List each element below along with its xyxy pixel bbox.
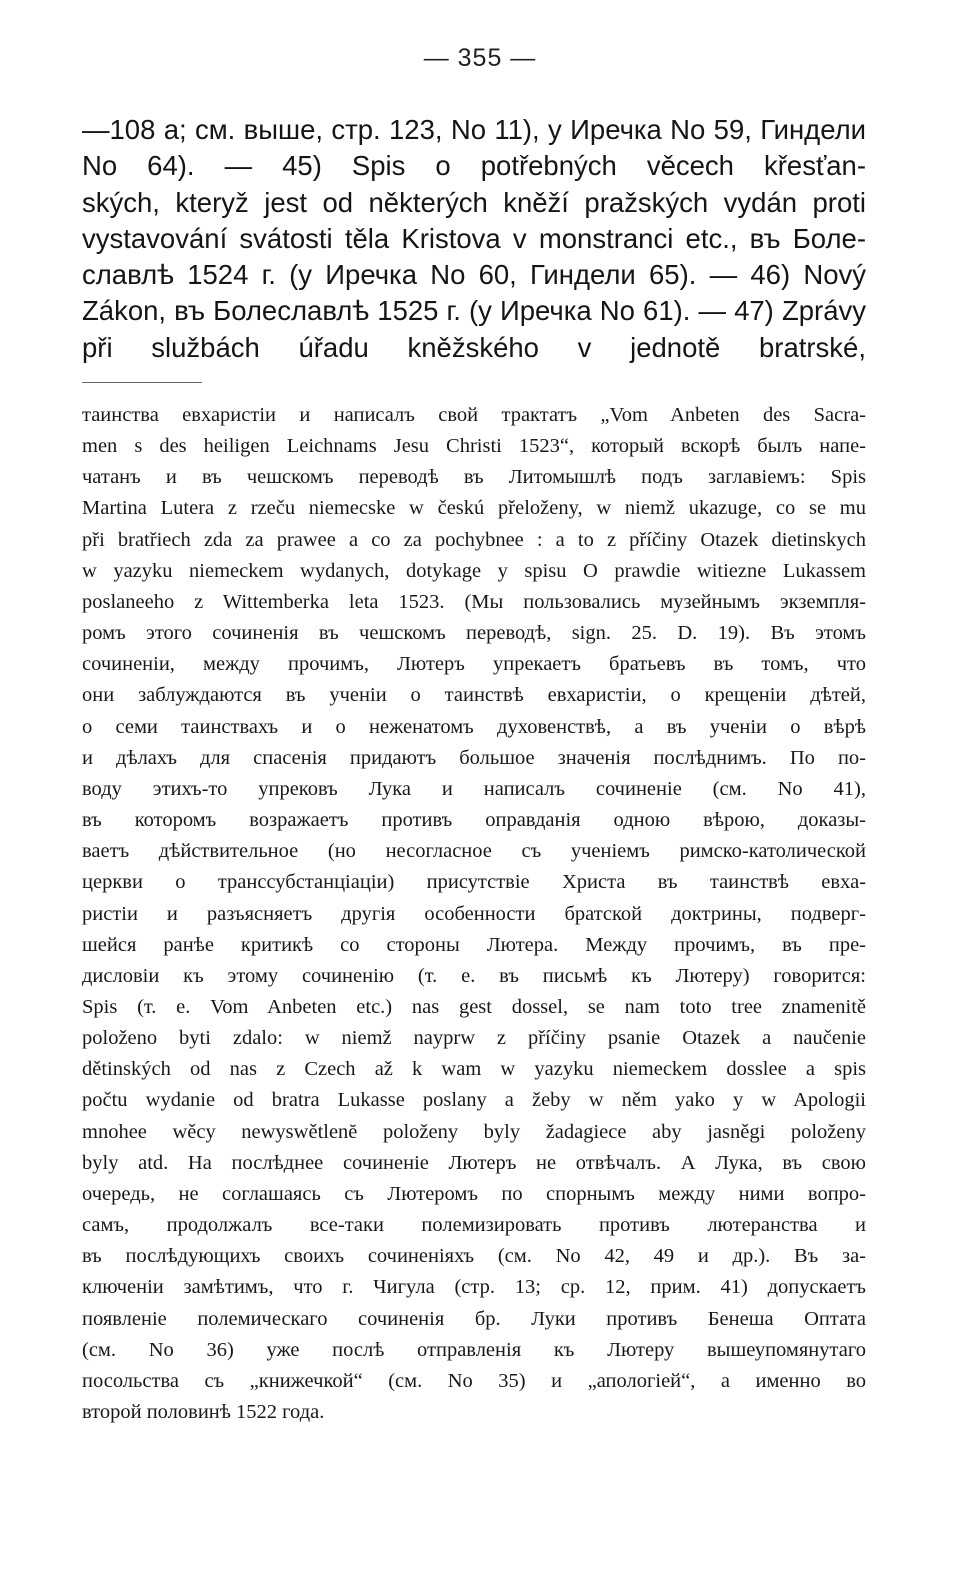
text-line: славлѣ 1524 г. (у Иречка No 60, Гиндели 65). — 46) Nový xyxy=(82,259,866,291)
footnote-line: дисловіи къ этому сочиненію (т. е. въ письмѣ къ Лютеру) говорится: xyxy=(82,964,866,987)
footnote-line: очередь, не соглашаясь съ Лютеромъ по спорнымъ между ними вопро- xyxy=(82,1182,866,1205)
footnote-line: самъ, продолжалъ все-таки полемизировать противъ лютеранства и xyxy=(82,1214,866,1237)
footnote-line: таинства евхаристіи и написалъ свой трактатъ „Vom Anbeten des Sacra- xyxy=(82,404,866,426)
footnote-line: они заблуждаются въ ученіи о таинствѣ евхаристіи, о крещеніи дѣтей, xyxy=(82,684,866,707)
footnote-line: Spis (т. е. Vom Anbeten etc.) nas gest dossel, se nam toto tree znamenitě xyxy=(82,995,866,1018)
footnote-line: появленіе полемическаго сочиненія бр. Луки противъ Бенеша Оптата xyxy=(82,1307,866,1330)
footnote-line: ромъ этого сочиненія въ чешскомъ переводѣ, sign. 25. D. 19). Въ этомъ xyxy=(82,622,866,645)
footnote-line: položeno byti zdalo: w niemž nayprw z příčiny psanie Otazek a naučenie xyxy=(82,1027,866,1050)
footnote-line: ваетъ дѣйствительное (но несогласное съ ученіемъ римско-католической xyxy=(82,840,866,863)
page-number: — 355 — xyxy=(423,44,537,72)
footnote-line: воду этихъ-то упрековъ Лука и написалъ сочиненіе (см. No 41), xyxy=(82,777,866,800)
footnote-line: dětinských od nas z Czech až k wam w yazyku niemeckem dosslee a spis xyxy=(82,1058,866,1081)
footnote-line: о семи таинствахъ и о неженатомъ духовенствѣ, а въ ученіи о вѣрѣ xyxy=(82,715,866,738)
footnote-block xyxy=(82,400,866,1428)
text-line: No 64). — 45) Spis o potřebných věcech křesťan- xyxy=(82,150,866,182)
footnote-line: въ которомъ возражаетъ противъ оправданія одною вѣрою, доказы- xyxy=(82,809,866,832)
footnote-line: byly atd. На послѣднее сочиненіе Лютеръ не отвѣчалъ. А Лука, въ свою xyxy=(82,1151,866,1174)
main-text-block xyxy=(82,112,866,366)
text-line: ských, kteryž jest od některých kněží pražských vydán proti xyxy=(82,186,866,218)
footnote-line: men s des heiligen Leichnams Jesu Christi 1523“, который вскорѣ былъ напе- xyxy=(82,435,866,458)
footnote-line: ключеніи замѣтимъ, что г. Чигула (стр. 13; ср. 12, прим. 41) допускаетъ xyxy=(82,1276,866,1299)
footnote-line: (см. No 36) уже послѣ отправленія къ Лютеру вышеупомянутаго xyxy=(82,1338,866,1361)
text-line: vystavování svátosti těla Kristova v monstranci etc., въ Боле- xyxy=(82,222,866,254)
footnote-line: w yazyku niemeckem wydanych, dotykage y spisu O prawdie witiezne Lukassem xyxy=(82,559,866,582)
footnote-line: посольства съ „книжечкой“ (см. No 35) и „апологіей“, а именно во xyxy=(82,1369,866,1392)
text-line: —108 a; см. выше, стр. 123, No 11), у Иречка No 59, Гиндели xyxy=(82,114,866,145)
footnote-line: шейся ранѣе критикѣ со стороны Лютера. Между прочимъ, въ пре- xyxy=(82,933,866,956)
footnote-line: и дѣлахъ для спасенія придаютъ большое значенія послѣднимъ. По по- xyxy=(82,746,866,769)
footnote-line: церкви о транссубстанціаціи) присутствіе Христа въ таинствѣ евха- xyxy=(82,871,866,894)
footnote-line: ристіи и разъясняетъ другія особенности братской доктрины, подверг- xyxy=(82,902,866,925)
footnote-line: mnohee wěcy newyswětlenĕ položeny byly žadagiece aby jasněgi položeny xyxy=(82,1120,866,1143)
footnote-line: poslaneeho z Wittemberka leta 1523. (Мы пользовались музейнымъ экземпля- xyxy=(82,590,866,613)
footnote-line: въ послѣдующихъ своихъ сочиненіяхъ (см. No 42, 49 и др.). Въ за- xyxy=(82,1245,866,1268)
footnote-line: второй половинѣ 1522 года. xyxy=(82,1401,325,1423)
text-line: Zákon, въ Болеславлѣ 1525 г. (у Иречка No 61). — 47) Zprávy xyxy=(82,295,866,327)
text-line: při službách úřadu kněžského v jednotě bratrské, xyxy=(82,331,866,363)
footnote-line: чатанъ и въ чешскомъ переводѣ въ Литомышлѣ подъ заглавіемъ: Spis xyxy=(82,466,866,489)
footnote-line: počtu wydanie od bratra Lukasse poslany a žeby w něm yako y w Apologii xyxy=(82,1089,866,1112)
footnote-divider xyxy=(82,382,202,383)
footnote-line: сочиненіи, между прочимъ, Лютеръ упрекаетъ братьевъ въ томъ, что xyxy=(82,653,866,676)
footnote-line: při bratřiech zda za prawee a co za pochybnee : a to z příčiny Otazek dietinskych xyxy=(82,528,866,551)
footnote-line: Martina Lutera z rzeču niemecske w českú přeloženy, w niemž ukazuge, co se mu xyxy=(82,497,866,520)
